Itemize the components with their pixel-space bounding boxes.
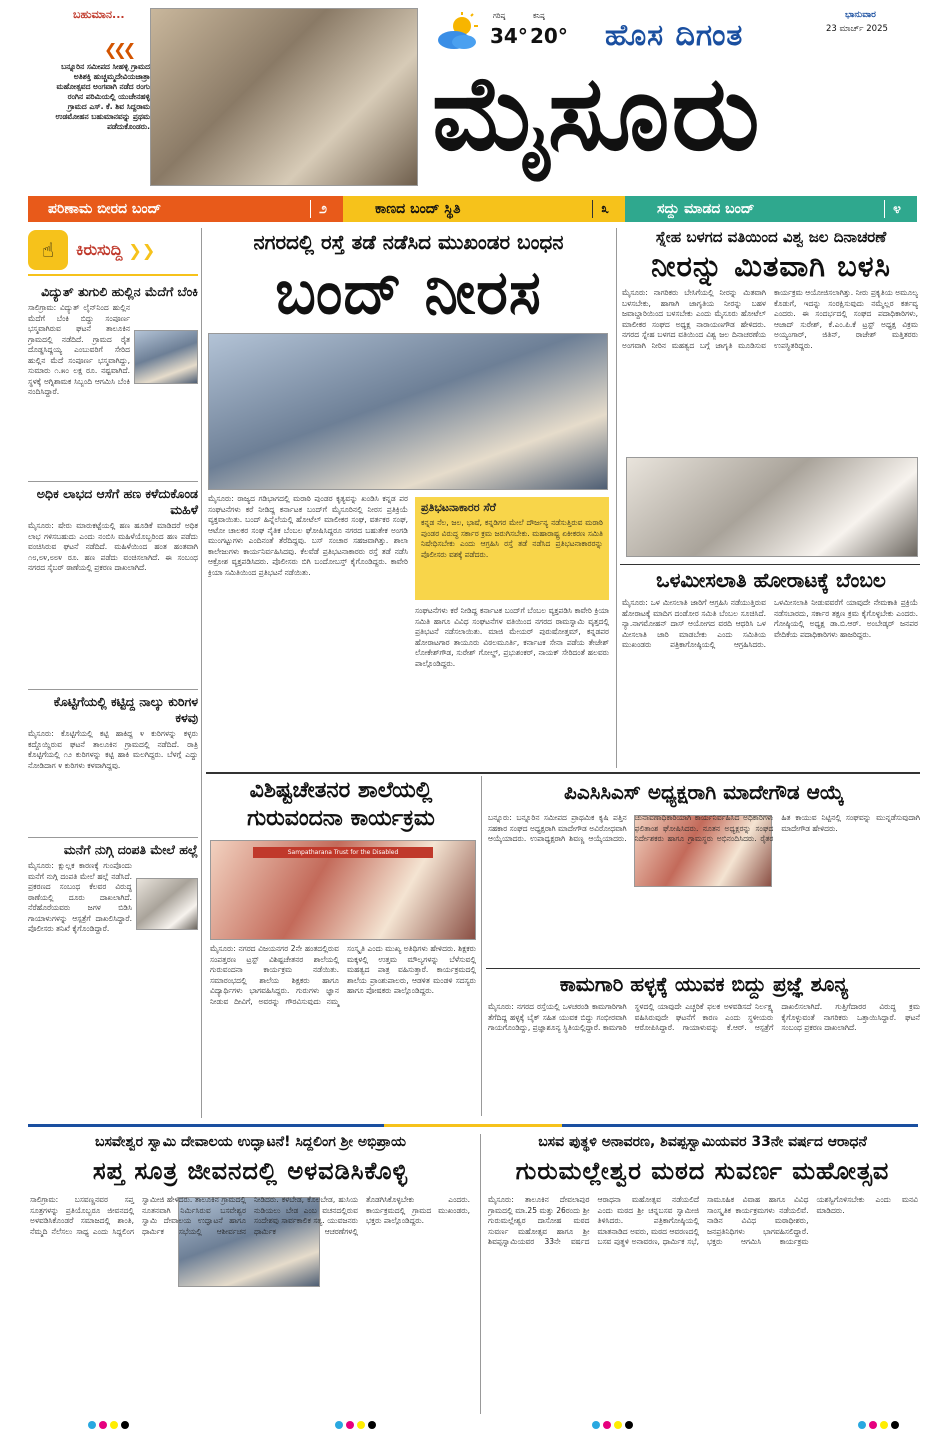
- strip-2[interactable]: [343, 196, 625, 222]
- basava-headline: ಸಪ್ತ ಸೂತ್ರ ಜೀವನದಲ್ಲಿ ಅಳವಡಿಸಿಕೊಳ್ಳಿ: [92, 1157, 409, 1185]
- water-kicker: ಸ್ನೇಹ ಬಳಗದ ವತಿಯಿಂದ ವಿಶ್ವ ಜಲ ದಿನಾಚರಣೆ: [655, 228, 887, 246]
- kiru-item-3-head: ಕೊಟ್ಟಿಗೆಯಲ್ಲಿ ಕಟ್ಟಿದ್ದ ನಾಲ್ಕು ಕುರಿಗಳ ಕಳವು: [53, 694, 198, 725]
- water-headline: ನೀರನ್ನು ಮಿತವಾಗಿ ಬಳಸಿ: [651, 249, 891, 283]
- school-body: ಮೈಸೂರು: ನಗರದ ವಿಜಯನಗರ 2ನೇ ಹಂತದಲ್ಲಿರುವ ಸಂಪತ್ತರಣ ಟ್ರಸ್ಟ್ ವಿಶಿಷ್ಟಚೇತನರ ಶಾಲೆಯಲ್ಲಿ ಗುರುವಂದನಾ ಕಾರ್ಯಕ್ರಮ ನಡೆಯಿತು. ಸಮಾರಂಭದಲ್ಲಿ ಶಾಲೆಯ ಶಿಕ್ಷಕರು ಹಾಗೂ ವಿದ್ಯಾರ್ಥಿಗಳು ಭಾಗವಹಿಸಿದ್ದರು. ಗುರುಗಳು ಜ್ಞಾನ ನೀಡುವ ದೀವಿಗೆ, ಅವರನ್ನು ಗೌರವಿಸುವುದು ನಮ್ಮ ಸಂಸ್ಕೃತಿ ಎಂದು ಮುಖ್ಯ ಅತಿಥಿಗಳು ಹೇಳಿದರು. ಶಿಕ್ಷಕರು ಮಕ್ಕಳಲ್ಲಿ ಉತ್ತಮ ಮೌಲ್ಯಗಳನ್ನು ಬೆಳೆಸುವಲ್ಲಿ ಮಹತ್ವದ ಪಾತ್ರ ವಹಿಸುತ್ತಾರೆ. ಕಾರ್ಯಕ್ರಮದಲ್ಲಿ ಶಾಲೆಯ ಪ್ರಾಂಶುಪಾಲರು, ಆಡಳಿತ ಮಂಡಳಿ ಸದಸ್ಯರು ಹಾಗೂ ಪೋಷಕರು ಪಾಲ್ಗೊಂಡಿದ್ದರು.: [210, 944, 476, 1006]
- registration-dots-left: [88, 1414, 132, 1433]
- teaser-label: ಬಹುಮಾನ...: [73, 8, 125, 21]
- kiru-item-1-head: ವಿದ್ಯುತ್ ತುಗುಲಿ ಹುಲ್ಲಿನ ಮೆದೆಗೆ ಬೆಂಕಿ: [41, 284, 198, 299]
- paper-logo: ಹೊಸ ದಿಗಂತ: [605, 18, 744, 53]
- kiru-item-4: [28, 837, 198, 1061]
- kiru-item-1-photo: [134, 330, 198, 384]
- strip-1-label: ಪರಿಣಾಮ ಬೀರದ ಬಂದ್: [48, 201, 162, 217]
- weather-min-label: ಕನಿಷ್ಠ: [533, 12, 545, 20]
- protest-box-title: ಪ್ರತಿಭಟನಾಕಾರರ ಸೆರೆ: [421, 501, 496, 514]
- math-body: ಮೈಸೂರು: ತಾಲೂಕಿನ ದೇವಲಾಪುರ ಗ್ರಾಮದಲ್ಲಿ ಮಾ.25 ಮತ್ತು 26ರಂದು ಶ್ರೀ ಗುರುಮಲ್ಲೇಶ್ವರ ದಾಸೋಹ ಮಠದ ಸುವರ್ಣ ಮಹೋತ್ಸವ ಹಾಗೂ ಶ್ರೀ ಶಿವಪ್ಪಸ್ವಾಮಿಯವರ 33ನೇ ವರ್ಷದ ಆರಾಧನಾ ಮಹೋತ್ಸವ ನಡೆಯಲಿದೆ ಎಂದು ಮಠದ ಶ್ರೀ ಚನ್ನಬಸವ ಸ್ವಾಮೀಜಿ ತಿಳಿಸಿದರು. ಪತ್ರಿಕಾಗೋಷ್ಠಿಯಲ್ಲಿ ಮಾತನಾಡಿದ ಅವರು, ಮಠದ ಆವರಣದಲ್ಲಿ ಬಸವ ಪುತ್ಥಳಿ ಅನಾವರಣ, ಧಾರ್ಮಿಕ ಸಭೆ, ಸಾಮೂಹಿಕ ವಿವಾಹ ಹಾಗೂ ವಿವಿಧ ಸಾಂಸ್ಕೃತಿಕ ಕಾರ್ಯಕ್ರಮಗಳು ನಡೆಯಲಿವೆ. ನಾಡಿನ ವಿವಿಧ ಮಠಾಧೀಶರು, ಜನಪ್ರತಿನಿಧಿಗಳು ಭಾಗವಹಿಸಲಿದ್ದಾರೆ. ಭಕ್ತರು ಆಗಮಿಸಿ ಕಾರ್ಯಕ್ರಮ ಯಶಸ್ವಿಗೊಳಿಸಬೇಕು ಎಂದು ಮನವಿ ಮಾಡಿದರು.: [488, 1195, 918, 1246]
- strip-3[interactable]: [625, 196, 917, 222]
- teaser-arrow-icon: ❮❮❮: [104, 40, 133, 59]
- registration-dots-mid: [592, 1414, 636, 1433]
- protest-box-body: ಕನ್ನಡ ನೆಲ, ಜಲ, ಭಾಷೆ, ಕನ್ನಡಿಗರ ಮೇಲೆ ದೌರ್ಜನ್ಯ ನಡೆಸುತ್ತಿರುವ ಮರಾಠಿ ಪುಂಡರ ವಿರುದ್ಧ ಸರ್ಕಾರ ಕ್ರಮ ಜರುಗಿಸಬೇಕು. ಮಹಾರಾಷ್ಟ್ರ ಏಕೀಕರಣ ಸಮಿತಿ ನಿಷೇಧಿಸಬೇಕು ಎಂದು ಆಗ್ರಹಿಸಿ ರಸ್ತೆ ತಡೆ ನಡೆಸಿದ ಪ್ರತಿಭಟನಾಕಾರರನ್ನು ಪೊಲೀಸರು ವಶಕ್ಕೆ ಪಡೆದರು.: [421, 518, 603, 559]
- math-headline: ಗುರುಮಲ್ಲೇಶ್ವರ ಮಠದ ಸುವರ್ಣ ಮಹೋತ್ಸವ: [515, 1157, 890, 1185]
- weather-max: 34°: [490, 24, 528, 48]
- school-headline-1: ವಿಶಿಷ್ಟಚೇತನರ ಶಾಲೆಯಲ್ಲಿ: [249, 778, 433, 803]
- ola-headline: ಒಳಮೀಸಲಾತಿ ಹೋರಾಟಕ್ಕೆ ಬೆಂಬಲ: [656, 568, 886, 592]
- kiru-item-1: [28, 284, 198, 473]
- teaser-caption: ಬನ್ನೂರಿನ ಸಮೀಪದ ಸೀಹಳ್ಳಿ ಗ್ರಾಮದ ಅತಿಶಕ್ತಿ ಹುಚ್ಚಮ್ಮದೇವಿಯಜಾತ್ರಾ ಮಹೋತ್ಸವದ ಅಂಗವಾಗಿ ನಡೆದ ರಂಗು ರಂಗಿನ ಪರಿಮಿಯಲ್ಲಿ ಯುಚೇನಹಳ್ಳಿ ಗ್ರಾಮದ ಎಸ್. ಕೆ. ಶಿವ ಸಿದ್ದರಾಮ ಉಡಮೋಹನ ಬಹುಮಾನವನ್ನು ಪ್ರಥಮ ಪಡೆದುಕೊಂಡರು.: [55, 62, 150, 131]
- pacs-body: ಬನ್ನೂರು: ಬನ್ನೂರಿನ ಸಮೀಪದ ಪ್ರಾಥಮಿಕ ಕೃಷಿ ಪತ್ತಿನ ಸಹಕಾರ ಸಂಘದ ಅಧ್ಯಕ್ಷರಾಗಿ ಮಾದೇಗೌಡ ಅವಿರೋಧವಾಗಿ ಆಯ್ಕೆಯಾದರು. ಉಪಾಧ್ಯಕ್ಷರಾಗಿ ಶಿವಣ್ಣ ಆಯ್ಕೆಯಾದರು. ಚುನಾವಣಾಧಿಕಾರಿಯಾಗಿ ಕಾರ್ಯನಿರ್ವಹಿಸಿದ ಅಧಿಕಾರಿಗಳು ಫಲಿತಾಂಶ ಘೋಷಿಸಿದರು. ನೂತನ ಅಧ್ಯಕ್ಷರನ್ನು ಸಂಘದ ನಿರ್ದೇಶಕರು ಹಾಗೂ ಗ್ರಾಮಸ್ಥರು ಅಭಿನಂದಿಸಿದರು. ರೈತರ ಹಿತ ಕಾಯುವ ನಿಟ್ಟಿನಲ್ಲಿ ಸಂಘವನ್ನು ಮುನ್ನಡೆಸುವುದಾಗಿ ಮಾದೇಗೌಡ ಹೇಳಿದರು.: [488, 813, 920, 843]
- protest-box: [415, 497, 609, 600]
- ola-body: ಮೈಸೂರು: ಒಳ ಮೀಸಲಾತಿ ಜಾರಿಗೆ ಆಗ್ರಹಿಸಿ ನಡೆಯುತ್ತಿರುವ ಹೋರಾಟಕ್ಕೆ ಮಾದಿಗ ದಂಡೋರ ಸಮಿತಿ ಬೆಂಬಲ ಸೂಚಿಸಿದೆ. ನ್ಯಾ.ನಾಗಮೋಹನ್ ದಾಸ್ ಆಯೋಗದ ವರದಿ ಆಧರಿಸಿ ಒಳ ಮೀಸಲಾತಿ ಜಾರಿ ಮಾಡಬೇಕು ಎಂದು ಸಮಿತಿಯ ಮುಖಂಡರು ಪತ್ರಿಕಾಗೋಷ್ಠಿಯಲ್ಲಿ ಆಗ್ರಹಿಸಿದರು. ಒಳಮೀಸಲಾತಿ ನೀಡುವವರೆಗೆ ಯಾವುದೇ ನೇಮಕಾತಿ ಪ್ರಕ್ರಿಯೆ ನಡೆಸಬಾರದು, ಸರ್ಕಾರ ತಕ್ಷಣ ಕ್ರಮ ಕೈಗೊಳ್ಳಬೇಕು ಎಂದರು. ಗೋಷ್ಠಿಯಲ್ಲಿ ಅಧ್ಯಕ್ಷ ಡಾ.ಬಿ.ಆರ್. ಅಂಬೇಡ್ಕರ್ ಜನಪರ ವೇದಿಕೆಯ ಪದಾಧಿಕಾರಿಗಳು ಹಾಜರಿದ್ದರು.: [622, 598, 918, 649]
- weather-icon: [436, 12, 482, 52]
- kiru-item-3-body: ಮೈಸೂರು: ಕೊಟ್ಟಿಗೆಯಲ್ಲಿ ಕಟ್ಟಿ ಹಾಕಿದ್ದ ೪ ಕುರಿಗಳನ್ನು ಕಳ್ಳರು ಕದ್ದೊಯ್ದಿರುವ ಘಟನೆ ತಾಲೂಕಿನ ಗ್ರಾಮದಲ್ಲಿ ನಡೆದಿದೆ. ರಾತ್ರಿ ಕೊಟ್ಟಿಗೆಯಲ್ಲಿ ೧೨ ಕುರಿಗಳನ್ನು ಕಟ್ಟಿ ಹಾಕಿ ಮಲಗಿದ್ದರು. ಬೆಳಗ್ಗೆ ಎದ್ದು ನೋಡಿದಾಗ ೪ ಕುರಿಗಳು ಕಳವಾಗಿದ್ದವು.: [28, 729, 198, 770]
- lead-headline: ಬಂದ್ ನೀರಸ: [275, 258, 542, 328]
- kiru-item-1-body: ಸಾಲಿಗ್ರಾಮ: ವಿದ್ಯುತ್ ಲೈನ್‌ನಿಂದ ಹುಲ್ಲಿನ ಮೆದೆಗೆ ಬೆಂಕಿ ಬಿದ್ದು ಸಂಪೂರ್ಣ ಭಸ್ಮವಾಗಿರುವ ಘಟನೆ ತಾಲೂಕಿನ ಗ್ರಾಮದಲ್ಲಿ ನಡೆದಿದೆ. ಗ್ರಾಮದ ರೈತ ದೊಡ್ಡಸಿದ್ದಯ್ಯ ಎಂಬುವರಿಗೆ ಸೇರಿದ ಹುಲ್ಲಿನ ಮೆದೆ ಸಂಪೂರ್ಣ ಭಸ್ಮವಾಗಿದ್ದು, ಸುಮಾರು ೧.೫೦ ಲಕ್ಷ ರೂ. ನಷ್ಟವಾಗಿದೆ. ಸ್ಥಳಕ್ಕೆ ಅಗ್ನಿಶಾಮಕ ಸಿಬ್ಬಂದಿ ಆಗಮಿಸಿ ಬೆಂಕಿ ನಂದಿಸಿದ್ದಾರೆ.: [28, 303, 130, 396]
- kiru-item-4-head: ಮನೆಗೆ ನುಗ್ಗಿ ದಂಪತಿ ಮೇಲೆ ಹಲ್ಲೆ: [63, 842, 198, 857]
- school-banner: Sampatharana Trust for the Disabled: [253, 847, 433, 858]
- basava-kicker: ಬಸವೇಶ್ವರ ಸ್ವಾಮಿ ದೇವಾಲಯ ಉದ್ಘಾಟನೆ! ಸಿದ್ದಲಿಂಗ ಶ್ರೀ ಅಭಿಪ್ರಾಯ: [94, 1134, 407, 1150]
- kiru-item-2-body: ಮೈಸೂರು: ಷೇರು ಮಾರುಕಟ್ಟೆಯಲ್ಲಿ ಹಣ ಹೂಡಿಕೆ ಮಾಡಿದರೆ ಅಧಿಕ ಲಾಭ ಗಳಿಸಬಹುದು ಎಂದು ನಂಬಿಸಿ ಮಹಿಳೆಯೊಬ್ಬರಿಂದ ಹಣ ಪಡೆದು ವಂಚಿಸಿರುವ ಘಟನೆ ನಡೆದಿದೆ. ಮಹಿಳೆಯಿಂದ ಹಂತ ಹಂತವಾಗಿ ೧೮,೮೪,೮೮೪ ರೂ. ಹಣ ಪಡೆದು ವಂಚಿಸಲಾಗಿದೆ. ಈ ಸಂಬಂಧ ನಗರದ ಸೈಬರ್ ಠಾಣೆಯಲ್ಲಿ ಪ್ರಕರಣ ದಾಖಲಾಗಿದೆ.: [28, 521, 198, 572]
- math-kicker: ಬಸವ ಪುತ್ಥಳಿ ಅನಾವರಣ, ಶಿವಪ್ಪಸ್ವಾಮಿಯವರ 33ನೇ ವರ್ಷದ ಆರಾಧನೆ: [538, 1134, 867, 1150]
- kiru-item-2-head: ಅಧಿಕ ಲಾಭದ ಆಸೆಗೆ ಹಣ ಕಳೆದುಕೊಂಡ ಮಹಿಳೆ: [36, 486, 198, 517]
- strip-1[interactable]: [28, 196, 343, 222]
- strip-3-page: ೪: [893, 201, 901, 217]
- city-masthead: ಮೈಸೂರು: [432, 52, 762, 174]
- date-label: 23 ಮಾರ್ಚ್ 2025: [826, 24, 888, 34]
- kirusuddi-column: [28, 226, 198, 1116]
- kirusuddi-title: ಕಿರುಸುದ್ದಿ: [76, 240, 123, 259]
- lead-photo: [208, 333, 608, 490]
- kiru-item-3: [28, 689, 198, 829]
- strip-2-page: ೩: [601, 201, 609, 217]
- kiru-item-4-body: ಮೈಸೂರು: ಕ್ಷುಲ್ಲಕ ಕಾರಣಕ್ಕೆ ಗುಂಪೊಂದು ಮನೆಗೆ ನುಗ್ಗಿ ದಂಪತಿ ಮೇಲೆ ಹಲ್ಲೆ ನಡೆಸಿದೆ. ಪ್ರಕರಣದ ಸಂಬಂಧ ಕೆಲವರ ವಿರುದ್ಧ ಠಾಣೆಯಲ್ಲಿ ದೂರು ದಾಖಲಾಗಿದೆ. ನೆರೆಹೊರೆಯವರು ಜಗಳ ಬಿಡಿಸಿ ಗಾಯಾಳುಗಳನ್ನು ಆಸ್ಪತ್ರೆಗೆ ದಾಖಲಿಸಿದ್ದಾರೆ. ಪೊಲೀಸರು ತನಿಖೆ ಕೈಗೊಂಡಿದ್ದಾರೆ.: [28, 861, 132, 933]
- strip-1-page: ೨: [319, 201, 327, 217]
- youth-body: ಮೈಸೂರು: ನಗರದ ರಸ್ತೆಯಲ್ಲಿ ಒಳಚರಂಡಿ ಕಾಮಗಾರಿಗಾಗಿ ತೆಗೆದಿದ್ದ ಹಳ್ಳಕ್ಕೆ ಬೈಕ್ ಸಹಿತ ಯುವಕ ಬಿದ್ದು ಗಂಭೀರವಾಗಿ ಗಾಯಗೊಂಡಿದ್ದು, ಪ್ರಜ್ಞಾಶೂನ್ಯ ಸ್ಥಿತಿಯಲ್ಲಿದ್ದಾರೆ. ಕಾಮಗಾರಿ ಸ್ಥಳದಲ್ಲಿ ಯಾವುದೇ ಎಚ್ಚರಿಕೆ ಫಲಕ ಅಳವಡಿಸದೆ ನಿರ್ಲಕ್ಷ್ಯ ವಹಿಸಿರುವುದೇ ಘಟನೆಗೆ ಕಾರಣ ಎಂದು ಸ್ಥಳೀಯರು ಆರೋಪಿಸಿದ್ದಾರೆ. ಗಾಯಾಳುವನ್ನು ಕೆ.ಆರ್. ಆಸ್ಪತ್ರೆಗೆ ದಾಖಲಿಸಲಾಗಿದೆ. ಗುತ್ತಿಗೆದಾರರ ವಿರುದ್ಧ ಕ್ರಮ ಕೈಗೊಳ್ಳುವಂತೆ ನಾಗರಿಕರು ಒತ್ತಾಯಿಸಿದ್ದಾರೆ. ಘಟನೆ ಸಂಬಂಧ ಪ್ರಕರಣ ದಾಖಲಾಗಿದೆ.: [488, 1002, 920, 1032]
- crime-photo: [136, 878, 198, 930]
- water-body: ಮೈಸೂರು: ನಾಗರಿಕರು ಬೇಸಿಗೆಯಲ್ಲಿ ನೀರನ್ನು ಮಿತವಾಗಿ ಬಳಸಬೇಕು, ಹಾಗಾಗಿ ಜಾಗೃತಿಯ ನೀರನ್ನು ಬಹಳ ಜವಾಬ್ದಾರಿಯಿಂದ ಬಳಸಬೇಕು ಎಂದು ಮೈಸೂರು ಹೋಟೆಲ್ ಮಾಲೀಕರ ಸಂಘದ ಅಧ್ಯಕ್ಷ ನಾರಾಯಣಗೌಡ ಹೇಳಿದರು. ನಗರದ ಸ್ನೇಹ ಬಳಗದ ವತಿಯಿಂದ ವಿಶ್ವ ಜಲ ದಿನಾಚರಣೆಯ ಅಂಗವಾಗಿ ನೀರಿನ ಮಹತ್ವದ ಬಗ್ಗೆ ಜಾಗೃತಿ ಮೂಡಿಸುವ ಕಾರ್ಯಕ್ರಮ ಆಯೋಜಿಸಲಾಗಿತ್ತು. ನೀರು ಪ್ರಕೃತಿಯ ಅಮೂಲ್ಯ ಕೊಡುಗೆ, ಇದನ್ನು ಸಂರಕ್ಷಿಸುವುದು ನಮ್ಮೆಲ್ಲರ ಕರ್ತವ್ಯ ಎಂದರು. ಈ ಸಂದರ್ಭದಲ್ಲಿ ಸಂಘದ ಪದಾಧಿಕಾರಿಗಳು, ಆಜಾದ್ ಸುರೇಶ್, ಕೆ.ಎಂ.ಪಿ.ಕೆ ಟ್ರಸ್ಟ್ ಅಧ್ಯಕ್ಷ ವಿಕ್ರಮ ಅಯ್ಯಂಗಾರ್, ಜಿತಿನ್, ರಾಜೇಶ್ ಮತ್ತಿತರರು ಉಪಸ್ಥಿತರಿದ್ದರು.: [622, 288, 918, 350]
- water-photo: [626, 457, 918, 557]
- kiru-item-2: [28, 481, 198, 681]
- strip-3-label: ಸದ್ದು ಮಾಡದ ಬಂದ್: [657, 201, 755, 217]
- weather-max-label: ಗರಿಷ್ಠ: [493, 12, 506, 20]
- pacs-headline: ಪಿಎಸಿಸಿಎಸ್ ಅಧ್ಯಕ್ಷರಾಗಿ ಮಾದೇಗೌಡ ಆಯ್ಕೆ: [564, 780, 844, 804]
- lead-body-2: ಸಂಘಟನೆಗಳು ಕರೆ ನೀಡಿದ್ದ ಕರ್ನಾಟಕ ಬಂದ್‌ಗೆ ಬೆಂಬಲ ವ್ಯಕ್ತಪಡಿಸಿ ಕಾವೇರಿ ಕ್ರಿಯಾ ಸಮಿತಿ ಹಾಗೂ ವಿವಿಧ ಸಂಘಟನೆಗಳ ವತಿಯಿಂದ ನಗರದ ರಾಮಸ್ವಾಮಿ ವೃತ್ತದಲ್ಲಿ ಪ್ರತಿಭಟನೆ ನಡೆಸಲಾಯಿತು. ಮಾಜಿ ಮೇಯರ್ ಪುರುಷೋತ್ತಮ್, ಕನ್ನಡಪರ ಹೋರಾಟಗಾರ ತಾಯೂರು ವಿಠಲಮೂರ್ತಿ, ಕರ್ನಾಟಕ ಸೇನಾ ಪಡೆಯ ತೇಜೇಶ್ ಲೋಕೇಶ್‌ಗೌಡ, ಸುರೇಶ್ ಗೋಲ್ಡ್, ಪ್ರಭುಶಂಕರ್, ನಾಯಕ್ ಸೇರಿದಂತೆ ಹಲವರು ಪಾಲ್ಗೊಂಡಿದ್ದರು.: [415, 606, 609, 668]
- megaphone-icon: ☝: [28, 230, 68, 270]
- strip-2-label: ಕಾಣದ ಬಂದ್ ಸ್ಥಿತಿ: [375, 201, 461, 217]
- school-headline-2: ಗುರುವಂದನಾ ಕಾರ್ಯಕ್ರಮ: [247, 806, 435, 831]
- basava-body: ಸಾಲಿಗ್ರಾಮ: ಬಸವಣ್ಣನವರ ಸಪ್ತ ಸೂತ್ರಗಳನ್ನು ಪ್ರತಿಯೊಬ್ಬರೂ ಜೀವನದಲ್ಲಿ ಅಳವಡಿಸಿಕೊಂಡರೆ ಸಮಾಜದಲ್ಲಿ ಶಾಂತಿ, ನೆಮ್ಮದಿ ನೆಲೆಸಲು ಸಾಧ್ಯ ಎಂದು ಸಿದ್ದಲಿಂಗ ಸ್ವಾಮೀಜಿ ಹೇಳಿದರು. ತಾಲೂಕಿನ ಗ್ರಾಮದಲ್ಲಿ ನೂತನವಾಗಿ ನಿರ್ಮಿಸಿರುವ ಬಸವೇಶ್ವರ ಸ್ವಾಮಿ ದೇವಾಲಯ ಉದ್ಘಾಟನೆ ಹಾಗೂ ಧಾರ್ಮಿಕ ಸಭೆಯಲ್ಲಿ ಆಶೀರ್ವಚನ ನೀಡಿದರು. ಕಳಬೇಡ, ಕೊಲಬೇಡ, ಹುಸಿಯ ನುಡಿಯಲು ಬೇಡ ಎಂಬ ವಚನದಲ್ಲಿರುವ ಸಂದೇಶವು ಸಾರ್ವಕಾಲಿಕ ಸತ್ಯ. ಯುವಜನರು ಧಾರ್ಮಿಕ ಆಚರಣೆಗಳಲ್ಲಿ ತೊಡಗಿಸಿಕೊಳ್ಳಬೇಕು ಎಂದರು. ಕಾರ್ಯಕ್ರಮದಲ್ಲಿ ಗ್ರಾಮದ ಮುಖಂಡರು, ಭಕ್ತರು ಪಾಲ್ಗೊಂಡಿದ್ದರು.: [30, 1195, 470, 1236]
- registration-dots-right: [858, 1414, 902, 1433]
- kirusuddi-chevron-icon: ❯❯: [128, 240, 156, 260]
- registration-dots-center: [335, 1414, 379, 1433]
- lead-body-1: ಮೈಸೂರು: ರಾಜ್ಯದ ಗಡಿಭಾಗದಲ್ಲಿ ಮರಾಠಿ ಪುಂಡರ ಕೃತ್ಯವನ್ನು ಖಂಡಿಸಿ ಕನ್ನಡ ಪರ ಸಂಘಟನೆಗಳು ಕರೆ ನೀಡಿದ್ದ ಕರ್ನಾಟಕ ಬಂದ್‌ಗೆ ಮೈಸೂರಿನಲ್ಲಿ ನೀರಸ ಪ್ರತಿಕ್ರಿಯೆ ವ್ಯಕ್ತವಾಯಿತು. ಬಂದ್ ಹಿನ್ನೆಲೆಯಲ್ಲಿ ಹೋಟೆಲ್ ಮಾಲೀಕರ ಸಂಘ, ವರ್ತಕರ ಸಂಘ, ಆಟೋ ಚಾಲಕರ ಸಂಘ ನೈತಿಕ ಬೆಂಬಲ ಘೋಷಿಸಿದ್ದರೂ ನಗರದ ಬಹುತೇಕ ಅಂಗಡಿ ಮುಂಗಟ್ಟುಗಳು ಎಂದಿನಂತೆ ತೆರೆದಿದ್ದವು. ಬಸ್ ಸಂಚಾರ ಸಹಜವಾಗಿತ್ತು. ಶಾಲಾ ಕಾಲೇಜುಗಳು ಕಾರ್ಯನಿರ್ವಹಿಸಿದವು. ಕೆಲವೆಡೆ ಪ್ರತಿಭಟನಾಕಾರರು ರಸ್ತೆ ತಡೆ ನಡೆಸಿ ಆಕ್ರೋಶ ವ್ಯಕ್ತಪಡಿಸಿದರು. ಪೊಲೀಸರು ಬಿಗಿ ಬಂದೋಬಸ್ತ್ ಕೈಗೊಂಡಿದ್ದರು. ಕಾವೇರಿ ಕ್ರಿಯಾ ಸಮಿತಿಯಿಂದ ಪ್ರತಿಭಟನೆ ನಡೆಯಿತು.: [208, 494, 408, 577]
- lead-kicker: ನಗರದಲ್ಲಿ ರಸ್ತೆ ತಡೆ ನಡೆಸಿದ ಮುಖಂಡರ ಬಂಧನ: [253, 230, 564, 254]
- youth-headline: ಕಾಮಗಾರಿ ಹಳ್ಳಕ್ಕೆ ಯುವಕ ಬಿದ್ದು ಪ್ರಜ್ಞೆ ಶೂನ್ಯ: [559, 972, 849, 996]
- school-photo: [210, 840, 476, 940]
- day-label: ಭಾನುವಾರ: [845, 10, 876, 20]
- teaser-photo: [150, 8, 418, 186]
- weather-min: 20°: [530, 24, 568, 48]
